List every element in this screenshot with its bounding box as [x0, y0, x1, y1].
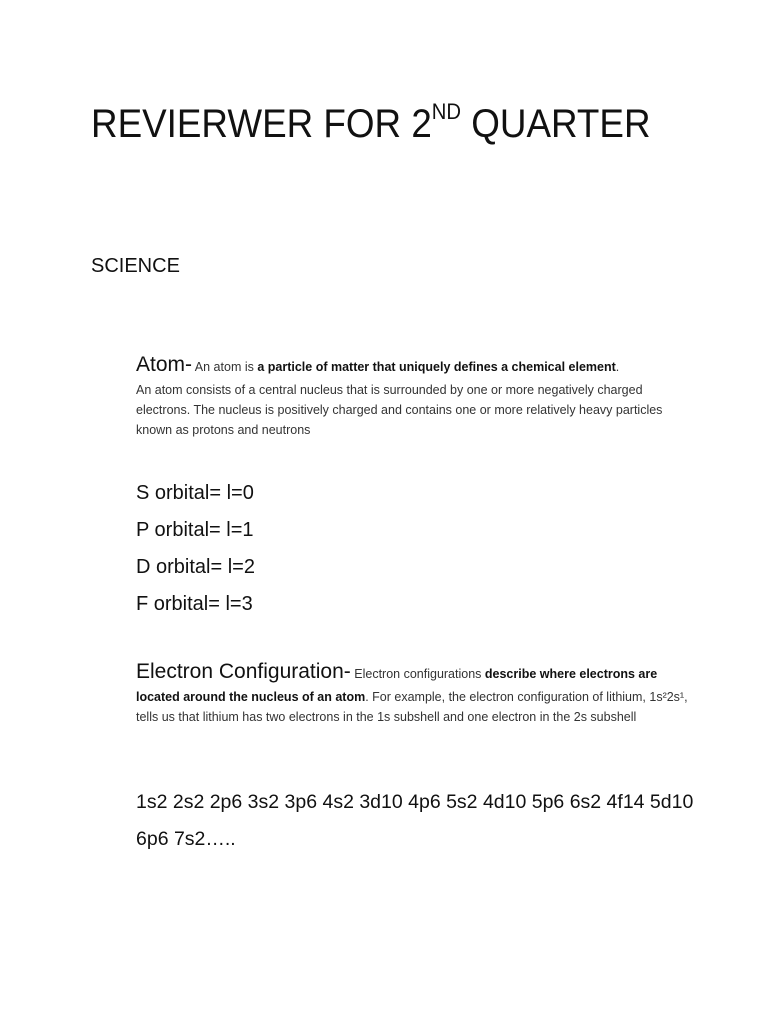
electron-configuration-term: Electron Configuration- [136, 660, 351, 683]
orbitals-list [136, 475, 255, 623]
orbital-p: P orbital= l=1 [136, 519, 254, 541]
subject-heading: SCIENCE [91, 255, 180, 277]
electron-configuration-bold: describe where electrons are located around the nucleus of an atom [136, 667, 658, 704]
title-end: QUARTER [461, 102, 651, 146]
electron-configuration-definition [136, 657, 696, 727]
electron-configuration-intro: Electron configurations [350, 667, 485, 681]
orbital-d: D orbital= l=2 [136, 556, 255, 578]
orbital-s: S orbital= l=0 [136, 482, 254, 504]
title-superscript: ND [431, 99, 462, 124]
page-title [91, 98, 651, 150]
atom-definition [136, 350, 696, 440]
electron-configuration-body: . For example, the electron configuration of lithium, 1s²2s¹, tells us that lithium has two electrons in the 1s subshell and one electron in the 2s subshell [136, 690, 688, 724]
atom-bold-definition: a particle of matter that uniquely defines a chemical element [257, 360, 616, 374]
atom-term: Atom- [136, 353, 193, 376]
atom-after-bold: . [615, 360, 620, 374]
orbital-f: F orbital= l=3 [136, 593, 253, 615]
atom-body: An atom consists of a central nucleus that is surrounded by one or more negatively charged electrons. The nucleus is positively charged and contains one or more relatively heavy particles known as protons and neutrons [136, 383, 663, 437]
title-main: REVIERWER FOR 2 [91, 102, 432, 146]
electron-sequence: 1s2 2s2 2p6 3s2 3p6 4s2 3d10 4p6 5s2 4d10 5p6 6s2 4f14 5d10 6p6 7s2….. [136, 791, 694, 850]
atom-intro: An atom is [192, 360, 258, 374]
